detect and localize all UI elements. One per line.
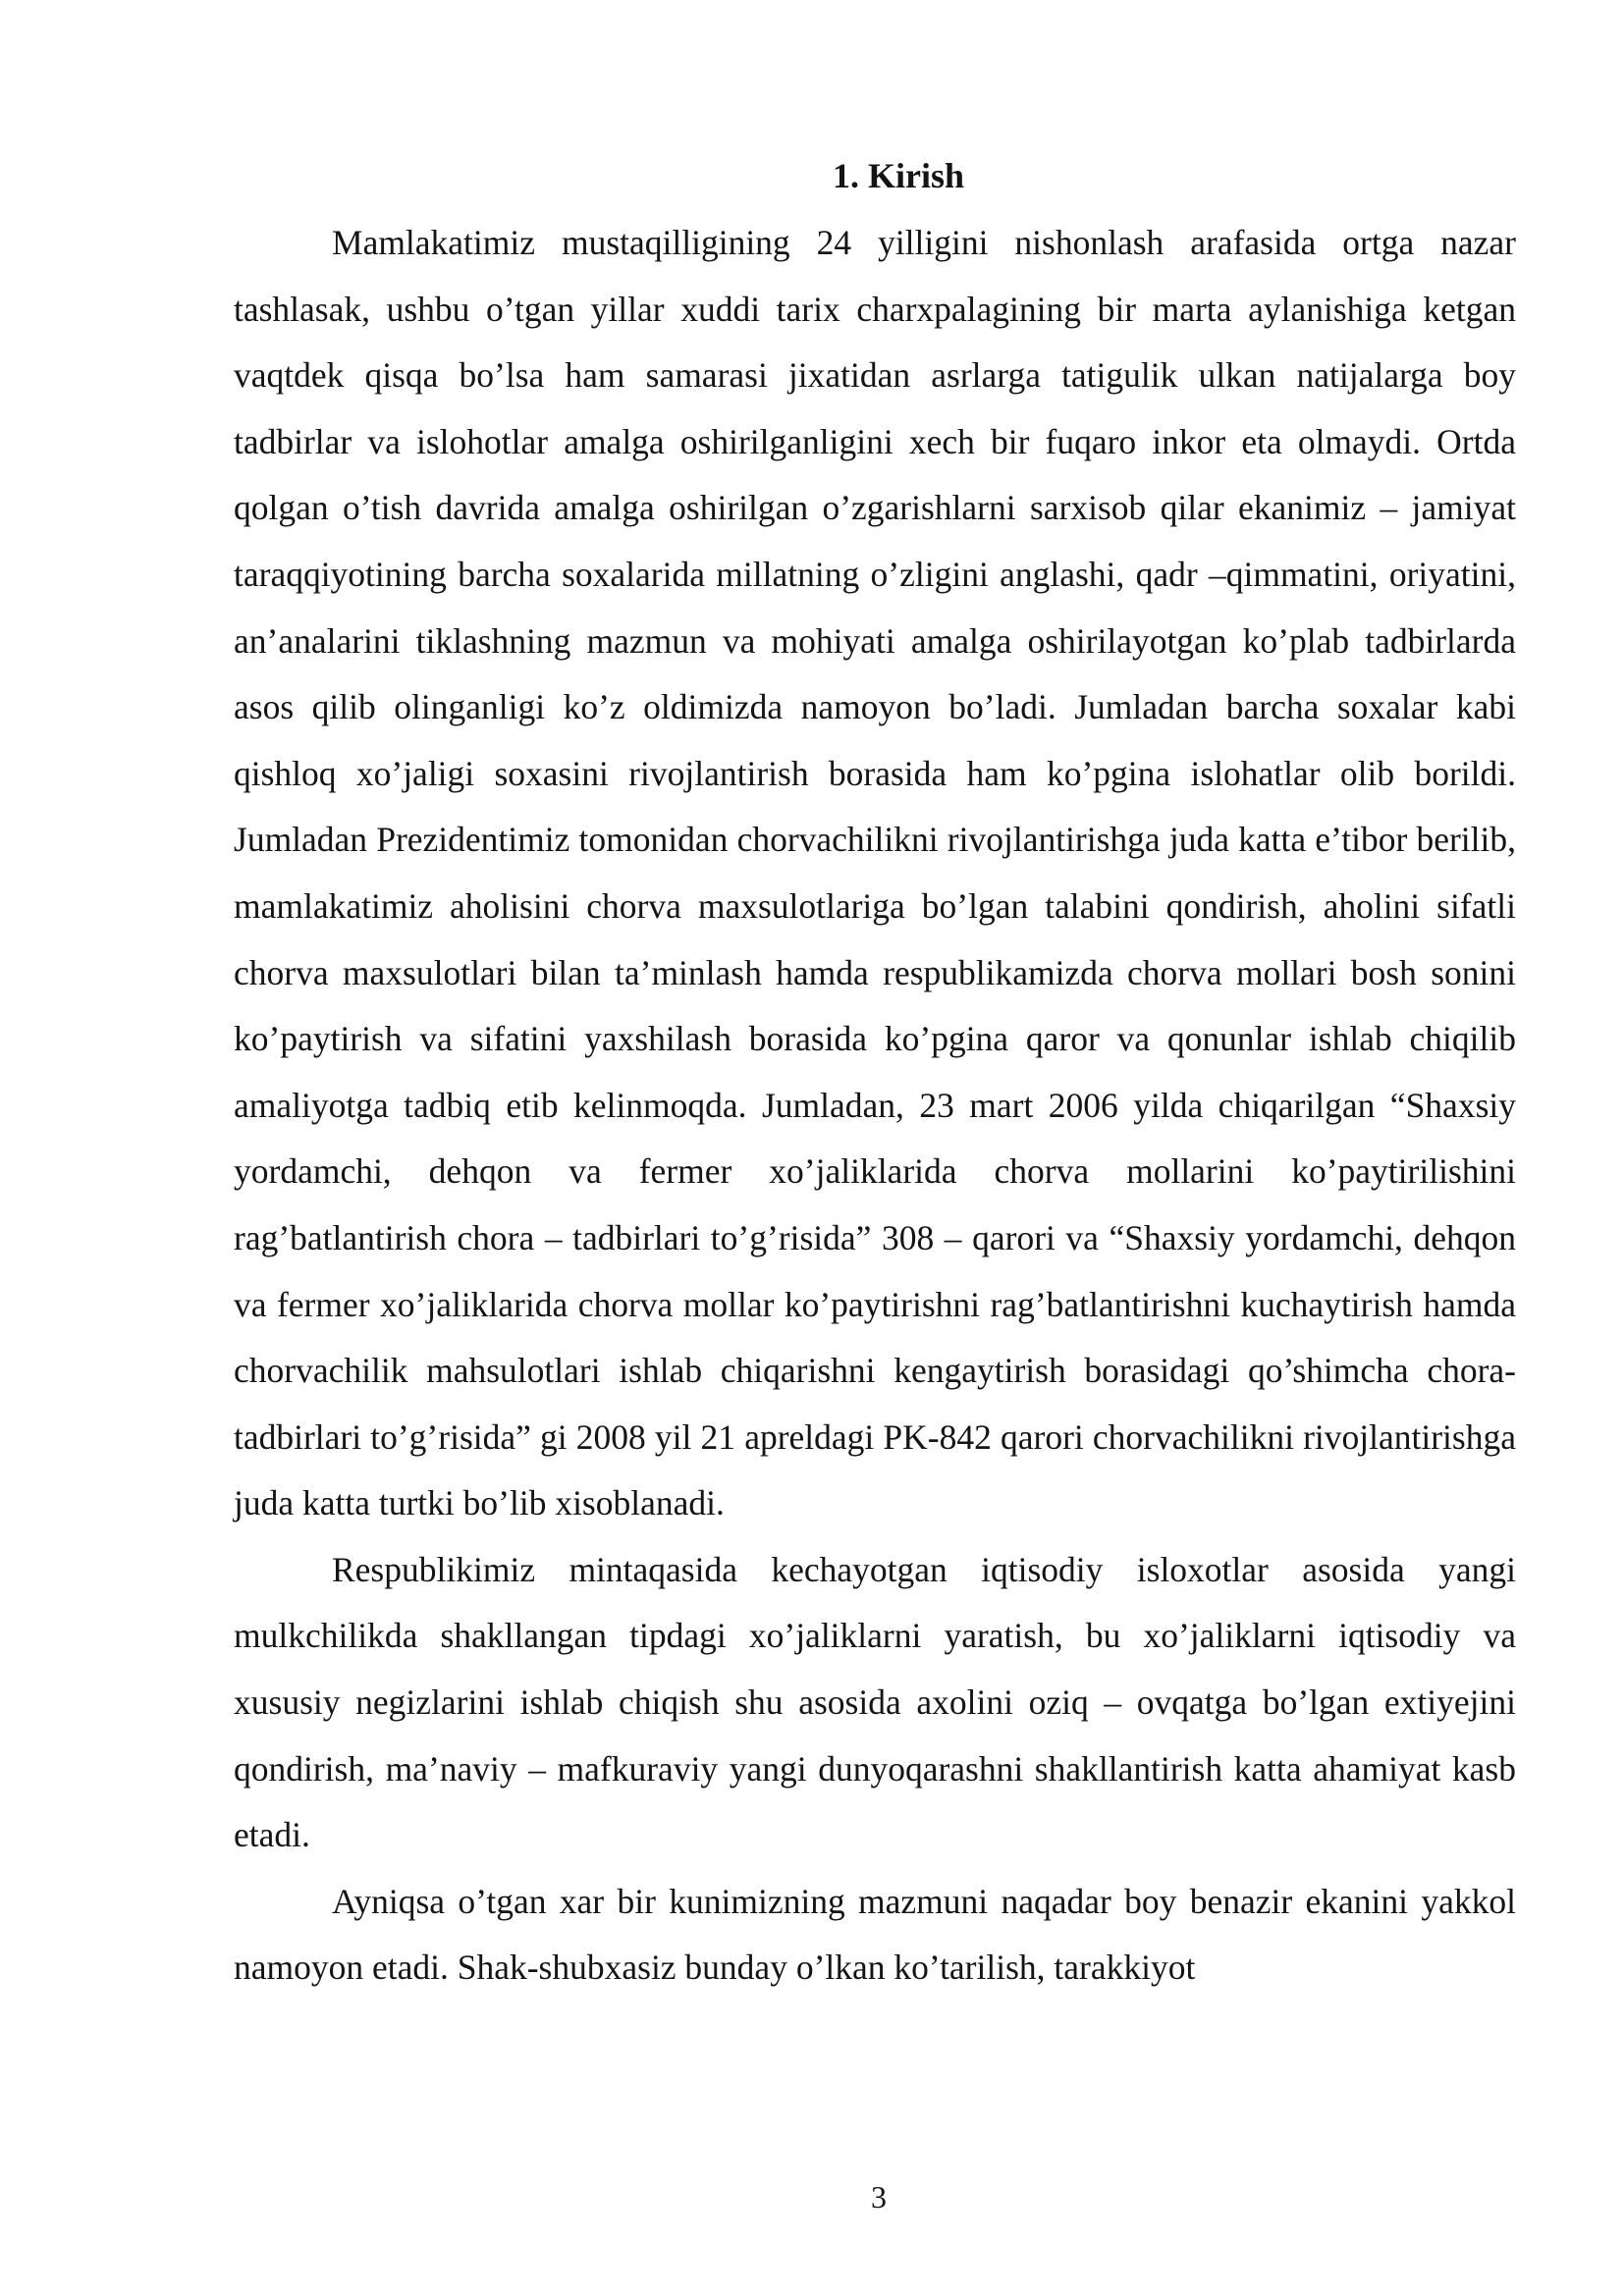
paragraph-1: Mamlakatimiz mustaqilligining 24 yilligini nishonlash arafasida ortga nazar tashlasak, ushbu o’tgan yillar xuddi tarix charxpalagining bir marta aylanishiga ketgan vaqtdek qisqa bo’lsa ham samarasi jixatidan asrlarga tatigulik ulkan natijalarga boy tadbirlar va islohotlar amalga oshirilganligini xech bir fuqaro inkor eta olmaydi. Ortda qolgan o’tish davrida amalga oshirilgan o’zgarishlarni sarxisob qilar ekanimiz – jamiyat taraqqiyotining barcha soxalarida millatning o’zligini anglashi, qadr –qimmatini, oriyatini, an’analarini tiklashning mazmun va mohiyati amalga oshirilayotgan ko’plab tadbirlarda asos qilib olinganligi ko’z oldimizda namoyon bo’ladi. Jumladan barcha soxalar kabi qishloq xo’jaligi soxasini rivojlantirish borasida ham ko’pgina islohatlar olib borildi. Jumladan Prezidentimiz tomonidan chorvachilikni rivojlantirishga juda katta e’tibor berilib, mamlakatimiz aholisini chorva maxsulotlariga bo’lgan talabini qondirish, aholini sifatli chorva maxsulotlari bilan ta’minlash hamda respublikamizda chorva mollari bosh sonini ko’paytirish va sifatini yaxshilash borasida ko’pgina qaror va qonunlar ishlab chiqilib amaliyotga tadbiq etib kelinmoqda. Jumladan, 23 mart 2006 yilda chiqarilgan “Shaxsiy yordamchi, dehqon va fermer xo’jaliklarida chorva mollarini ko’paytirilishini rag’batlantirish chora – tadbirlari to’g’risida” 308 – qarori va “Shaxsiy yordamchi, dehqon va fermer xo’jaliklarida chorva mollar ko’paytirishni rag’batlantirishni kuchaytirish hamda chorvachilik mahsulotlari ishlab chiqarishni kengaytirish borasidagi qo’shimcha chora-tadbirlari to’g’risida” gi 2008 yil 21 apreldagi PK-842 qarori chorvachilikni rivojlantirishga juda katta turtki bo’lib xisoblanadi. — [234, 223, 1516, 1523]
paragraph-2: Respublikimiz mintaqasida kechayotgan iqtisodiy isloxotlar asosida yangi mulkchilikda shakllangan tipdagi xo’jaliklarni yaratish, bu xo’jaliklarni iqtisodiy va xususiy negizlarini ishlab chiqish shu asosida axolini oziq – ovqatga bo’lgan extiyejini qondirish, ma’naviy – mafkuraviy yangi dunyoqarashni shakllantirish katta ahamiyat kasb etadi. — [234, 1549, 1516, 1855]
page-number: 3 — [871, 2179, 887, 2215]
body-text — [234, 210, 1516, 2002]
paragraph-3: Ayniqsa o’tgan xar bir kunimizning mazmuni naqadar boy benazir ekanini yakkol namoyon etadi. Shak-shubxasiz bunday o’lkan ko’tarilish, tarakkiyot — [234, 1881, 1516, 1988]
section-heading: 1. Kirish — [832, 156, 964, 195]
